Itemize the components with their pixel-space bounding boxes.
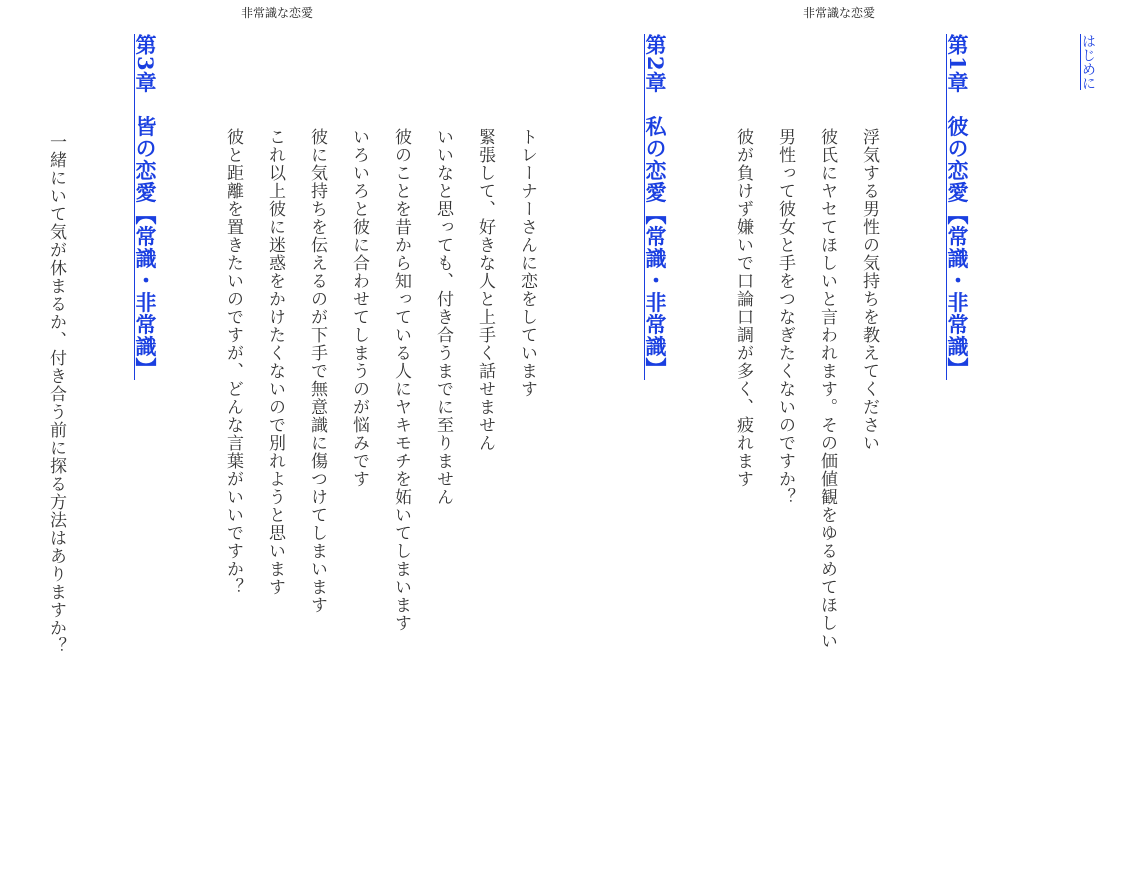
chapter-3-item[interactable]: 一緒にいて気が休まるか、付き合う前に探る方法はありますか？ xyxy=(46,133,66,655)
running-header-left: 非常識な恋愛 xyxy=(241,6,314,20)
chapter-2-heading[interactable]: 第2章 私の恋愛【常識・非常識】 xyxy=(643,34,668,380)
chapter-2-item[interactable]: 彼と距離を置きたいのですが、どんな言葉がいいですか？ xyxy=(223,128,243,596)
chapter-1-item[interactable]: 男性って彼女と手をつなぎたくないのですか？ xyxy=(775,128,795,506)
chapter-2-item[interactable]: いろいろと彼に合わせてしまうのが悩みです xyxy=(349,128,369,488)
chapter-2-item[interactable]: これ以上彼に迷惑をかけたくないので別れようと思います xyxy=(265,128,285,596)
chapter-2-item[interactable]: いいなと思っても、付き合うまでに至りません xyxy=(433,128,453,506)
chapter-1-heading[interactable]: 第1章 彼の恋愛【常識・非常識】 xyxy=(945,34,970,380)
chapter-3-heading[interactable]: 第3章 皆の恋愛【常識・非常識】 xyxy=(133,34,158,380)
intro-link[interactable]: はじめに xyxy=(1080,34,1096,90)
chapter-2-item[interactable]: 緊張して、好きな人と上手く話せません xyxy=(475,128,495,452)
chapter-2-item[interactable]: 彼に気持ちを伝えるのが下手で無意識に傷つけてしまいます xyxy=(307,128,327,614)
chapter-1-item[interactable]: 彼が負けず嫌いで口論口調が多く、疲れます xyxy=(733,128,753,488)
chapter-1-item[interactable]: 彼氏にヤセてほしいと言われます。その価値観をゆるめてほしい xyxy=(817,128,837,650)
running-header-right: 非常識な恋愛 xyxy=(803,6,876,20)
chapter-2-item[interactable]: トレーナーさんに恋をしています xyxy=(517,128,537,398)
chapter-2-item[interactable]: 彼のことを昔から知っている人にヤキモチを妬いてしまいます xyxy=(391,128,411,632)
chapter-1-item[interactable]: 浮気する男性の気持ちを教えてください xyxy=(859,128,879,452)
